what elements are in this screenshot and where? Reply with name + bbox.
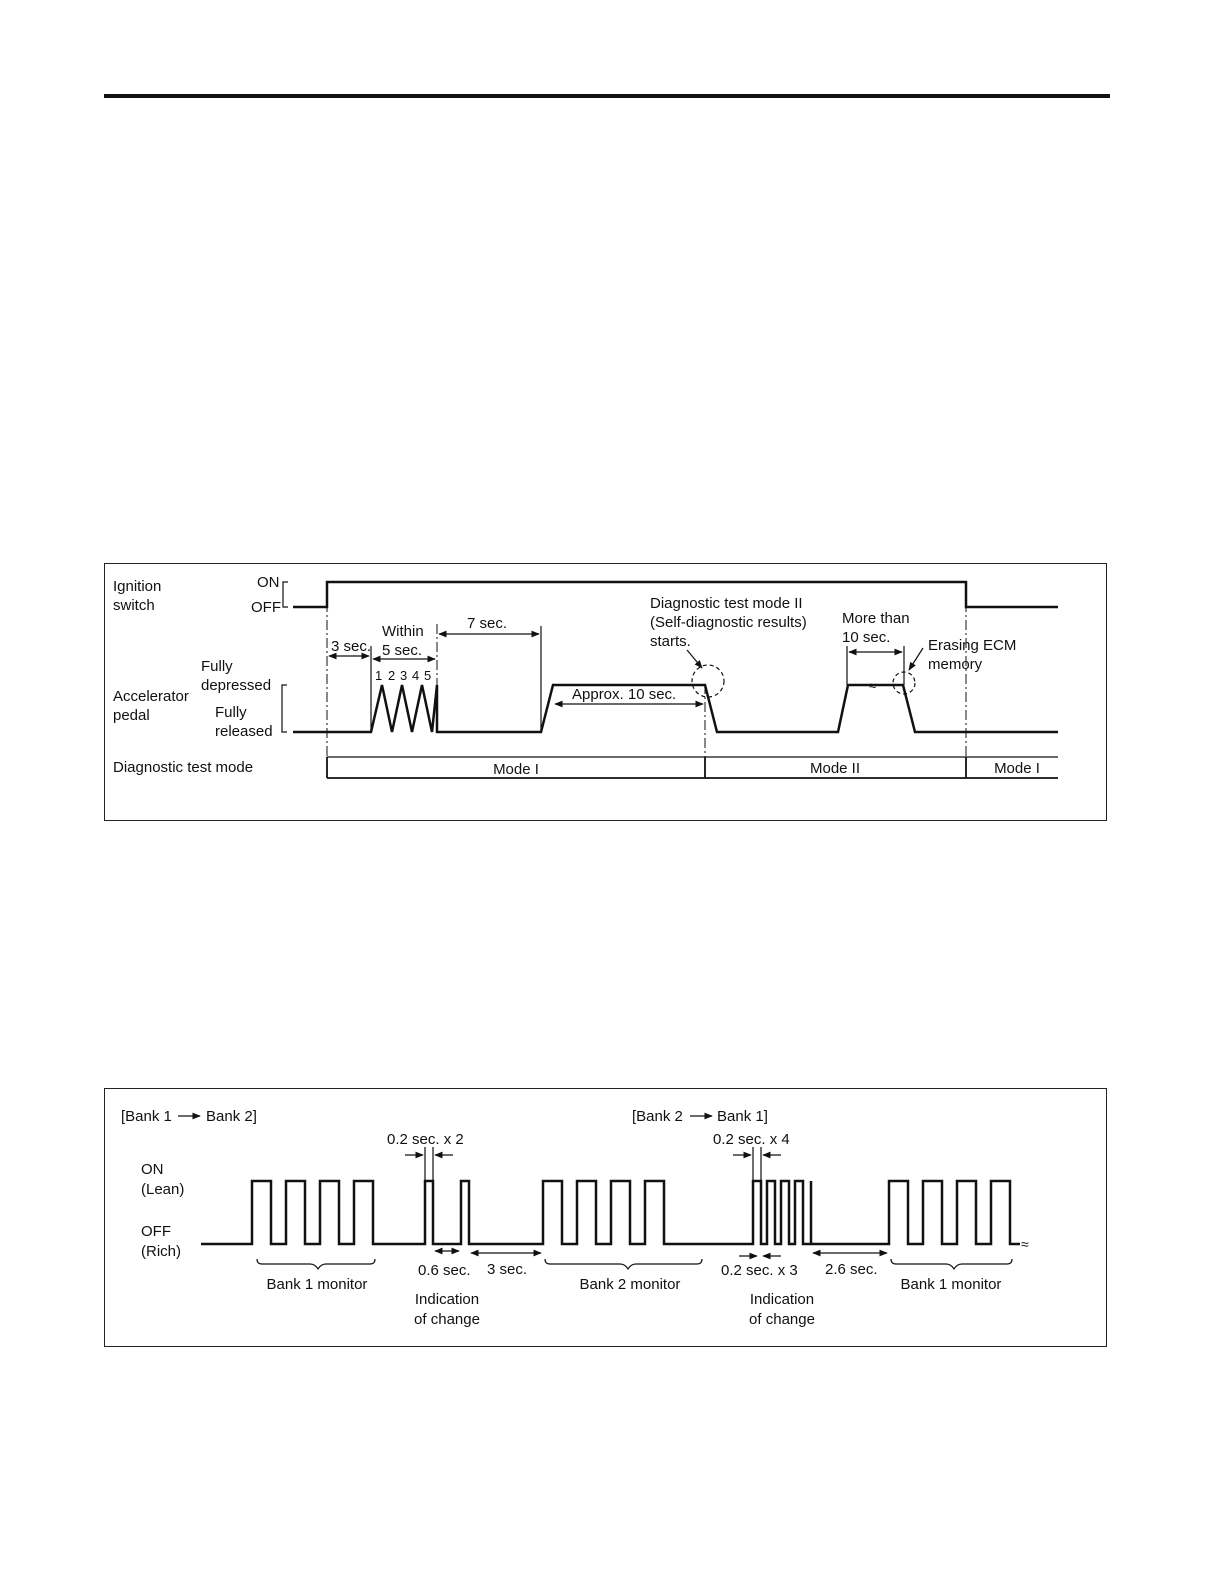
- within5-label-1: Within: [382, 623, 424, 640]
- more-than-10-label-1: More than: [842, 610, 910, 627]
- bank1-monitor-brace-2: [891, 1259, 1012, 1269]
- mode2-starts-label-1: Diagnostic test mode II: [650, 595, 803, 612]
- erasing-label-2: memory: [928, 656, 983, 673]
- indication-label-1b: of change: [414, 1311, 480, 1328]
- on-label: ON: [257, 574, 280, 591]
- erasing-label-1: Erasing ECM: [928, 637, 1017, 654]
- page-top-rule: [104, 94, 1110, 98]
- indication-label-2a: Indication: [749, 1291, 815, 1308]
- fully-released-label-1: Fully: [215, 704, 247, 721]
- on-lean-label-1: ON: [141, 1161, 164, 1178]
- pedal-count-5: 5: [424, 668, 432, 683]
- bank-monitor-timing-diagram: [104, 1088, 1107, 1347]
- pedal-count-1: 1: [375, 668, 383, 683]
- pedal-level-bracket: [282, 685, 287, 732]
- ignition-switch-label-2: switch: [113, 597, 155, 614]
- on-lean-label-2: (Lean): [141, 1181, 185, 1198]
- off-rich-label-2: (Rich): [141, 1243, 181, 1260]
- off-label: OFF: [251, 599, 281, 616]
- mode-1-label: Mode I: [493, 761, 539, 778]
- mode-2-label: Mode II: [809, 760, 861, 777]
- ignition-level-bracket: [283, 582, 288, 607]
- more-than-10-label-2: 10 sec.: [842, 629, 891, 646]
- t02x3-label: 0.2 sec. x 3: [721, 1262, 798, 1279]
- t02x2-label: 0.2 sec. x 2: [387, 1131, 464, 1148]
- section-right-part-1: [Bank 2: [632, 1108, 683, 1125]
- erasing-pointer: [909, 648, 923, 670]
- bank-monitor-waveform: [201, 1181, 1020, 1244]
- t3-label: 3 sec.: [487, 1261, 528, 1278]
- bank-monitor-timing-svg: [105, 1089, 1106, 1346]
- fully-depressed-label-1: Fully: [201, 658, 233, 675]
- diagnostic-mode-timing-svg: [105, 564, 1106, 820]
- fully-released-label-2: released: [215, 723, 273, 740]
- t26-label: 2.6 sec.: [825, 1261, 878, 1278]
- indication-label-1a: Indication: [414, 1291, 480, 1308]
- bank2-monitor-brace: [545, 1259, 702, 1269]
- t7sec-label: 7 sec.: [467, 615, 508, 632]
- accelerator-pedal-label-2: pedal: [113, 707, 150, 724]
- accelerator-pedal-label-1: Accelerator: [113, 688, 189, 705]
- ignition-switch-label-1: Ignition: [113, 578, 162, 595]
- section-left-part-1: [Bank 1: [121, 1108, 172, 1125]
- mode2-starts-label-2: (Self-diagnostic results): [650, 614, 807, 631]
- t06-label: 0.6 sec.: [418, 1262, 471, 1279]
- pedal-count-4: 4: [412, 668, 420, 683]
- off-rich-label-1: OFF: [141, 1223, 171, 1240]
- indication-label-2b: of change: [749, 1311, 815, 1328]
- section-right-part-2: Bank 1]: [717, 1108, 768, 1125]
- mode2-start-pointer: [687, 650, 702, 668]
- approx10-label: Approx. 10 sec.: [572, 686, 677, 703]
- continuation-break-mark: ≈: [1021, 1236, 1029, 1252]
- diagnostic-test-mode-label: Diagnostic test mode: [113, 759, 254, 776]
- mode2-starts-label-3: starts.: [650, 633, 691, 650]
- t02x4-label: 0.2 sec. x 4: [713, 1131, 790, 1148]
- pedal-count-2: 2: [388, 668, 396, 683]
- bank2-monitor-label: Bank 2 monitor: [579, 1276, 681, 1293]
- within5-label-2: 5 sec.: [382, 642, 423, 659]
- fully-depressed-label-2: depressed: [201, 677, 272, 694]
- bank1-monitor-label-1: Bank 1 monitor: [266, 1276, 368, 1293]
- break-mark: ≈: [869, 678, 877, 693]
- bank1-monitor-label-2: Bank 1 monitor: [900, 1276, 1002, 1293]
- t3sec-label: 3 sec.: [331, 638, 372, 655]
- section-left-part-2: Bank 2]: [206, 1108, 257, 1125]
- bank1-monitor-brace-1: [257, 1259, 375, 1269]
- pedal-count-3: 3: [400, 668, 408, 683]
- mode-3-label: Mode I: [994, 760, 1040, 777]
- diagnostic-mode-timing-diagram: [104, 563, 1107, 821]
